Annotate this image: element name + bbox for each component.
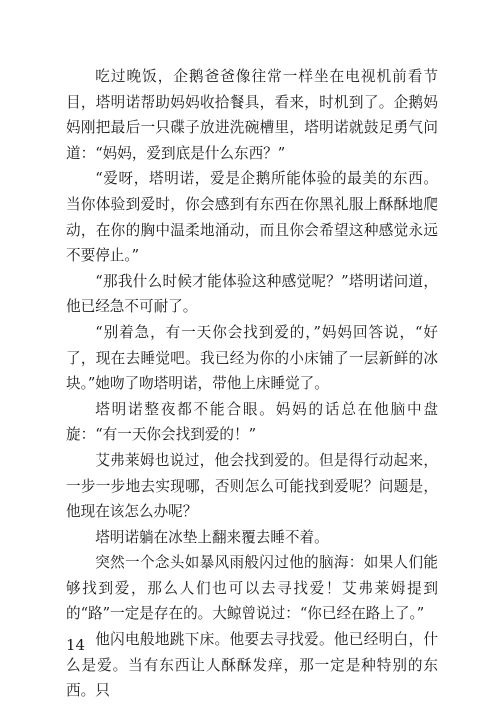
paragraph: “别着急，有一天你会找到爱的，”妈妈回答说，“好了，现在去睡觉吧。我已经为你的小床铺了一层新鲜的冰块。”她吻了吻塔明诺，带他上床睡觉了。 (66, 323, 438, 393)
paragraph: 吃过晚饭，企鹅爸爸像往常一样坐在电视机前看节目，塔明诺帮助妈妈收拾餐具，看来，时机到了。企鹅妈妈刚把最后一只碟子放进洗碗槽里，塔明诺就鼓足勇气问道：“妈妈，爱到底是什么东西？” (66, 68, 438, 162)
paragraph: 塔明诺整夜都不能合眼。妈妈的话总在他脑中盘旋：“有一天你会找到爱的！” (66, 400, 438, 444)
paragraph: 艾弗莱姆也说过，他会找到爱的。但是得行动起来，一步一步地去实现哪，否则怎么可能找到爱呢？问题是，他现在该怎么办呢？ (66, 451, 438, 521)
paragraph: 塔明诺躺在冰垫上翻来覆去睡不着。 (95, 528, 329, 546)
paragraph: 他闪电般地跳下床。他要去寻找爱。他已经明白，什么是爱。当有东西让人酥酥发痒，那一定是种特别的东西。只 (66, 631, 438, 700)
paragraph: “爱呀，塔明诺，爱是企鹅所能体验的最美的东西。当你体验到爱时，你会感到有东西在你黑礼服上酥酥地爬动，在你的胸中温柔地涌动，而且你会希望这种感觉永远不要停止。” (66, 170, 438, 265)
body-text (66, 64, 438, 704)
page-number: 14 (66, 636, 86, 654)
paragraph: “那我什么时候才能体验这种感觉呢？”塔明诺问道，他已经急不可耐了。 (66, 272, 438, 316)
paragraph: 突然一个念头如暴风雨般闪过他的脑海：如果人们能够找到爱，那么人们也可以去寻找爱！艾弗莱姆提到的“路”一定是存在的。大鲸曾说过：“你已经在路上了。” (66, 554, 438, 623)
